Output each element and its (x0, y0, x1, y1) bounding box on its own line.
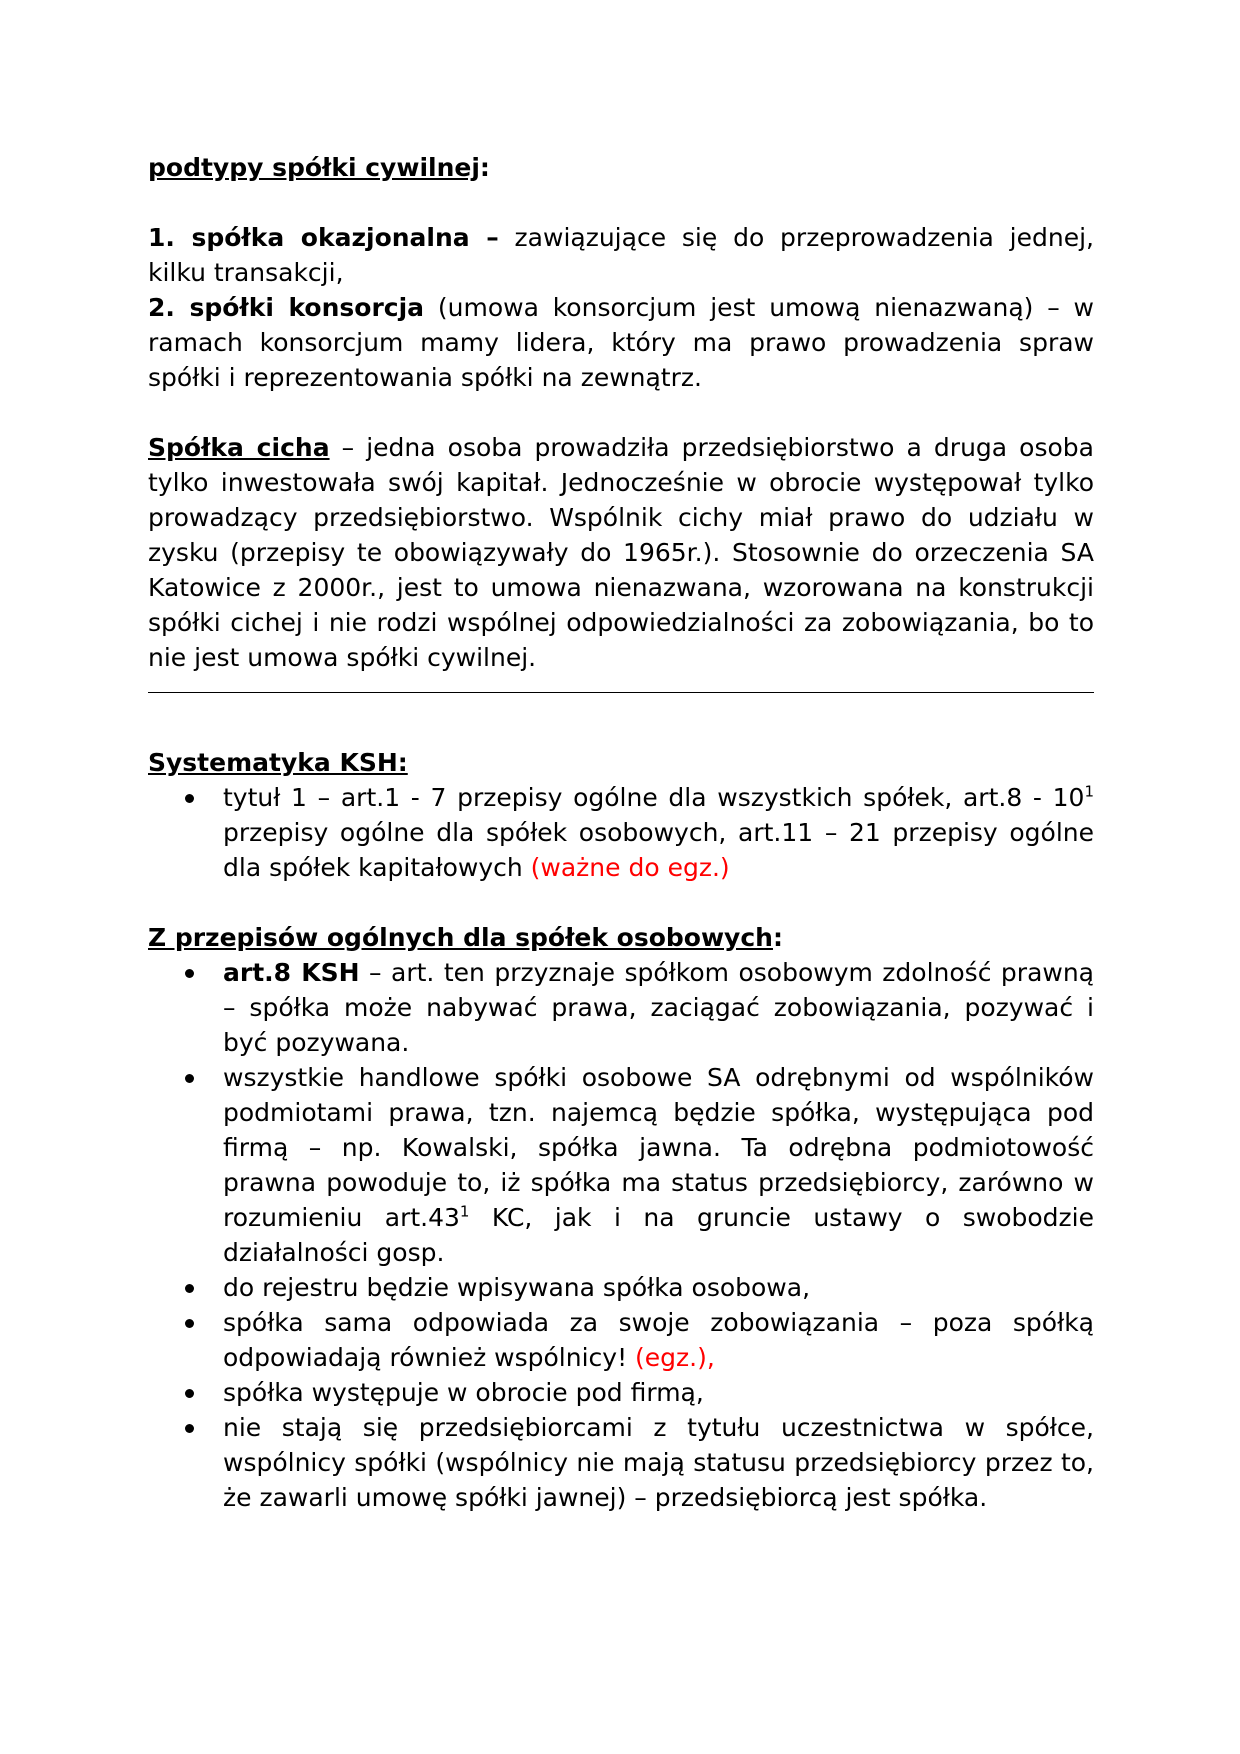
list-item-text: spółka sama odpowiada za swoje zobowiązania – poza spółką odpowiadają również wspólnicy! (223, 1308, 1094, 1372)
list-item-text: przepisy ogólne dla spółek osobowych, art.11 – 21 przepisy ogólne dla spółek kapitałowych (223, 818, 1094, 882)
spacer (148, 395, 1094, 430)
section-systematyka-heading: Systematyka KSH: (148, 748, 408, 777)
section-systematyka-heading-line (148, 745, 1094, 780)
przepisy-list (148, 955, 1094, 1515)
paragraph-spolki-konsorcja (148, 290, 1094, 395)
list-item (148, 1270, 1094, 1305)
list-item (148, 955, 1094, 1060)
list-item-text: KC, jak i na gruncie ustawy o swobodzie działalności gosp. (223, 1203, 1094, 1267)
section-spolka-cicha-heading: Spółka cicha (148, 433, 330, 462)
definition-text: (umowa konsorcjum jest umową nienazwaną) – w ramach konsorcjum mamy lidera, który ma prawo prowadzenia spraw spółki i reprezentowania spółki na zewnątrz. (148, 293, 1095, 392)
section-podtypy-heading-line (148, 150, 1094, 185)
list-item (148, 780, 1094, 885)
systematyka-list (148, 780, 1094, 885)
list-item-text: do rejestru będzie wpisywana spółka osobowa, (223, 1273, 811, 1302)
exam-note: (egz.), (635, 1343, 715, 1372)
paragraph-spolka-okazjonalna (148, 220, 1094, 290)
definition-text: zawiązujące się do przeprowadzenia jednej, kilku transakcji, (148, 223, 1094, 287)
section-podtypy-heading: podtypy spółki cywilnej (148, 153, 480, 182)
bullet-icon (185, 1284, 194, 1293)
list-item-text: spółka występuje w obrocie pod firmą, (223, 1378, 704, 1407)
exam-note: (ważne do egz.) (530, 853, 730, 882)
bullet-icon (185, 1074, 194, 1083)
spacer (148, 185, 1094, 220)
list-item (148, 1305, 1094, 1375)
bullet-icon (185, 1424, 194, 1433)
bullet-icon (185, 1389, 194, 1398)
section-przepisy-heading-line (148, 920, 1094, 955)
definition-text: – jedna osoba prowadziła przedsiębiorstwo a druga osoba tylko inwestowała swój kapitał. Jednocześnie w obrocie występował tylko prowadzący przedsiębiorstwo. Wspólnik cichy miał prawo do udziału w zysku (przepisy te obowiązywały do 1965r.). Stosownie do orzeczenia SA Katowice z 2000r., jest to umowa nienazwana, wzorowana na konstrukcji spółki cichej i nie rodzi wspólnej odpowiedzialności za zobowiązania, bo to nie jest umowa spółki cywilnej. (148, 433, 1094, 672)
superscript: 1 (459, 1202, 470, 1221)
list-item-text: tytuł 1 – art.1 - 7 przepisy ogólne dla wszystkich spółek, art.8 - 10 (223, 783, 1085, 812)
horizontal-divider (148, 692, 1094, 693)
bullet-icon (185, 1319, 194, 1328)
bullet-icon (185, 794, 194, 803)
list-item (148, 1410, 1094, 1515)
spacer (148, 885, 1094, 920)
bullet-icon (185, 969, 194, 978)
list-item-text: wszystkie handlowe spółki osobowe SA odrębnymi od wspólników podmiotami prawa, tzn. najemcą będzie spółka, występująca pod firmą – np. Kowalski, spółka jawna. Ta odrębna podmiotowość prawna powoduje to, iż spółka ma status przedsiębiorcy, zarówno w rozumieniu art.43 (223, 1063, 1094, 1232)
term-spolki-konsorcja: 2. spółki konsorcja (148, 293, 425, 322)
term-art8: art.8 KSH (223, 958, 360, 987)
document-page (148, 150, 1094, 1515)
list-item (148, 1060, 1094, 1270)
term-spolka-okazjonalna: 1. spółka okazjonalna – (148, 223, 499, 252)
list-item-text: – art. ten przyznaje spółkom osobowym zdolność prawną – spółka może nabywać prawa, zaciągać zobowiązania, pozywać i być pozywana. (223, 958, 1094, 1057)
list-item-text: nie stają się przedsiębiorcami z tytułu uczestnictwa w spółce, wspólnicy spółki (wspólnicy nie mają statusu przedsiębiorcy przez to, że zawarli umowę spółki jawnej) – przedsiębiorcą jest spółka. (223, 1413, 1094, 1512)
section-przepisy-heading: Z przepisów ogólnych dla spółek osobowych (148, 923, 773, 952)
superscript: 1 (1084, 782, 1094, 801)
paragraph-spolka-cicha (148, 430, 1094, 675)
heading-colon: : (479, 153, 490, 182)
list-item (148, 1375, 1094, 1410)
heading-colon: : (772, 923, 783, 952)
